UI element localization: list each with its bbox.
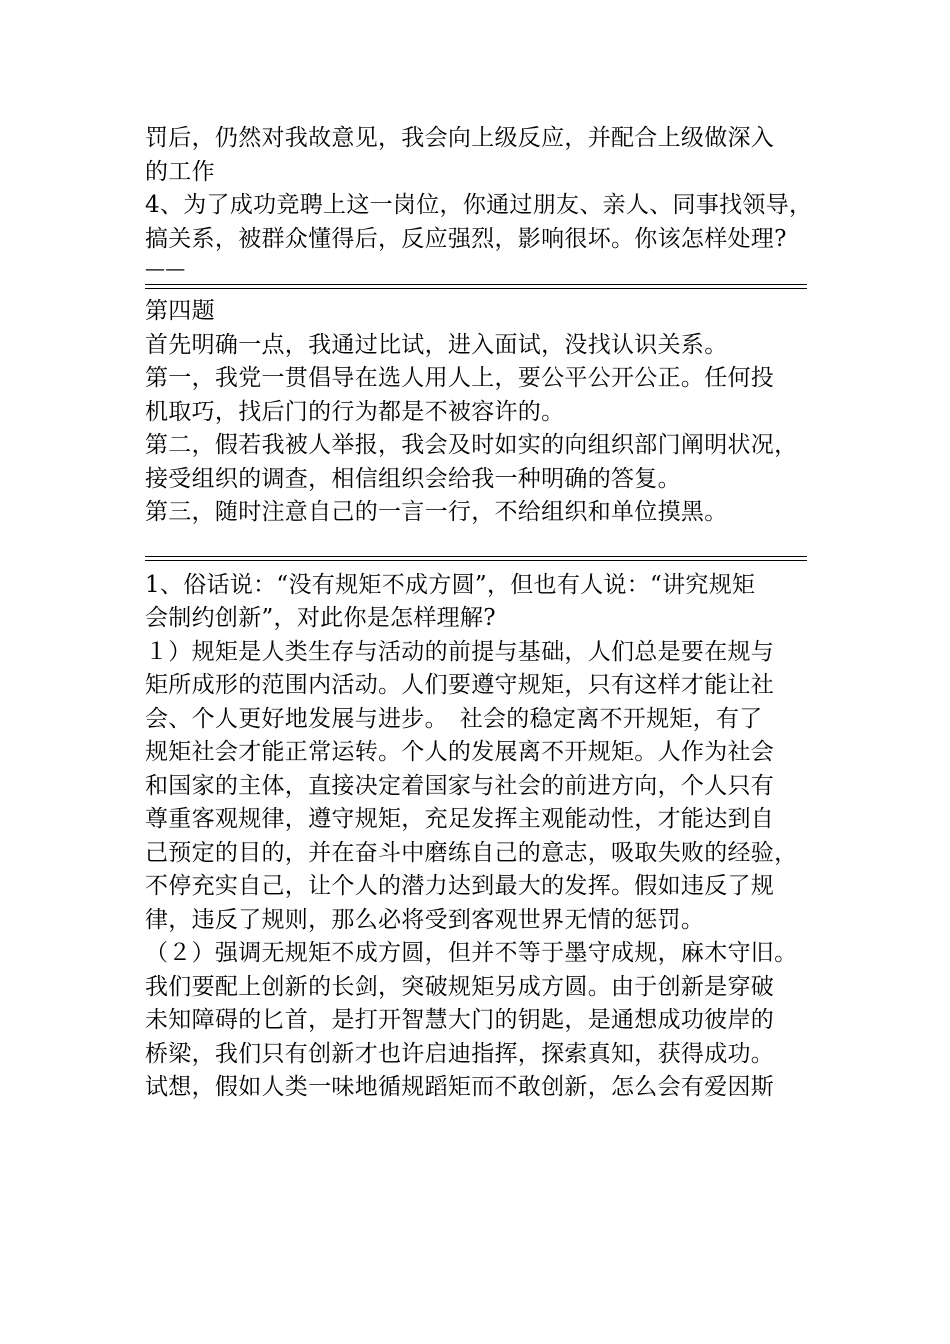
section-divider [145,556,807,561]
question-4-line: 4、为了成功竞聘上这一岗位，你通过朋友、亲人、同事找领导， [145,192,813,218]
text-line: 和国家的主体，直接决定着国家与社会的前进方向，个人只有 [145,772,775,799]
text-line: 未知障碍的匕首，是打开智慧大门的钥匙，是通想成功彼岸的 [145,1007,775,1033]
text-line: 罚后，仍然对我故意见，我会向上级反应，并配合上级做深入 [145,125,775,151]
question-line: 会制约创新”，对此你是怎样理解? [145,605,496,631]
text-line: 接受组织的调查，相信组织会给我一种明确的答复。 [145,465,681,492]
answer-question-4 [145,295,815,530]
text-line: 第二，假若我被人举报，我会及时如实的向组织部门阐明状况， [145,432,798,458]
question-4-line: 搞关系，被群众懂得后，反应强烈，影响很坏。你该怎样处理? [145,225,787,252]
section-divider [145,284,807,289]
text-line: 首先明确一点，我通过比试，进入面试，没找认识关系。 [145,331,728,358]
text-line: 第一，我党一贯倡导在选人用人上，要公平公开公正。任何投 [145,365,775,391]
section-heading: 第四题 [145,298,215,324]
text-line: 的工作 [145,158,215,185]
dash-mark: —— [145,256,186,280]
text-line: 己预定的目的，并在奋斗中磨练自己的意志，吸取失败的经验， [145,839,798,866]
text-line: 不停充实自己，让个人的潜力达到最大的发挥。假如违反了规 [145,873,775,899]
question-1-section [145,569,815,1105]
text-line: 尊重客观规律，遵守规矩，充足发挥主观能动性，才能达到自 [145,806,775,832]
text-line: 律，违反了规则，那么必将受到客观世界无情的惩罚。 [145,906,705,933]
document-page [145,122,815,1105]
answer-continuation [145,122,815,282]
question-line: 1、俗话说：“没有规矩不成方圆”，但也有人说：“讲究规矩 [145,571,756,598]
text-line: 规矩社会才能正常运转。个人的发展离不开规矩。人作为社会 [145,739,775,765]
text-line: 会、个人更好地发展与进步。 社会的稳定离不开规矩，有了 [145,705,763,732]
text-line: 我们要配上创新的长剑，突破规矩另成方圆。由于创新是穿破 [145,973,775,1000]
text-line: 桥梁，我们只有创新才也许启迪指挥，探索真知，获得成功。 [145,1040,775,1067]
text-line: 矩所成形的范围内活动。人们要遵守规矩，只有这样才能让社 [145,672,775,698]
text-line: （２）强调无规矩不成方圆，但并不等于墨守成规，麻木守旧。 [145,940,798,966]
text-line: 第三，随时注意自己的一言一行，不给组织和单位摸黑。 [145,499,728,525]
text-line: 试想，假如人类一味地循规蹈矩而不敢创新，怎么会有爱因斯 [145,1074,775,1100]
text-line: １）规矩是人类生存与活动的前提与基础，人们总是要在规与 [145,638,775,665]
text-line: 机取巧，找后门的行为都是不被容许的。 [145,398,565,425]
